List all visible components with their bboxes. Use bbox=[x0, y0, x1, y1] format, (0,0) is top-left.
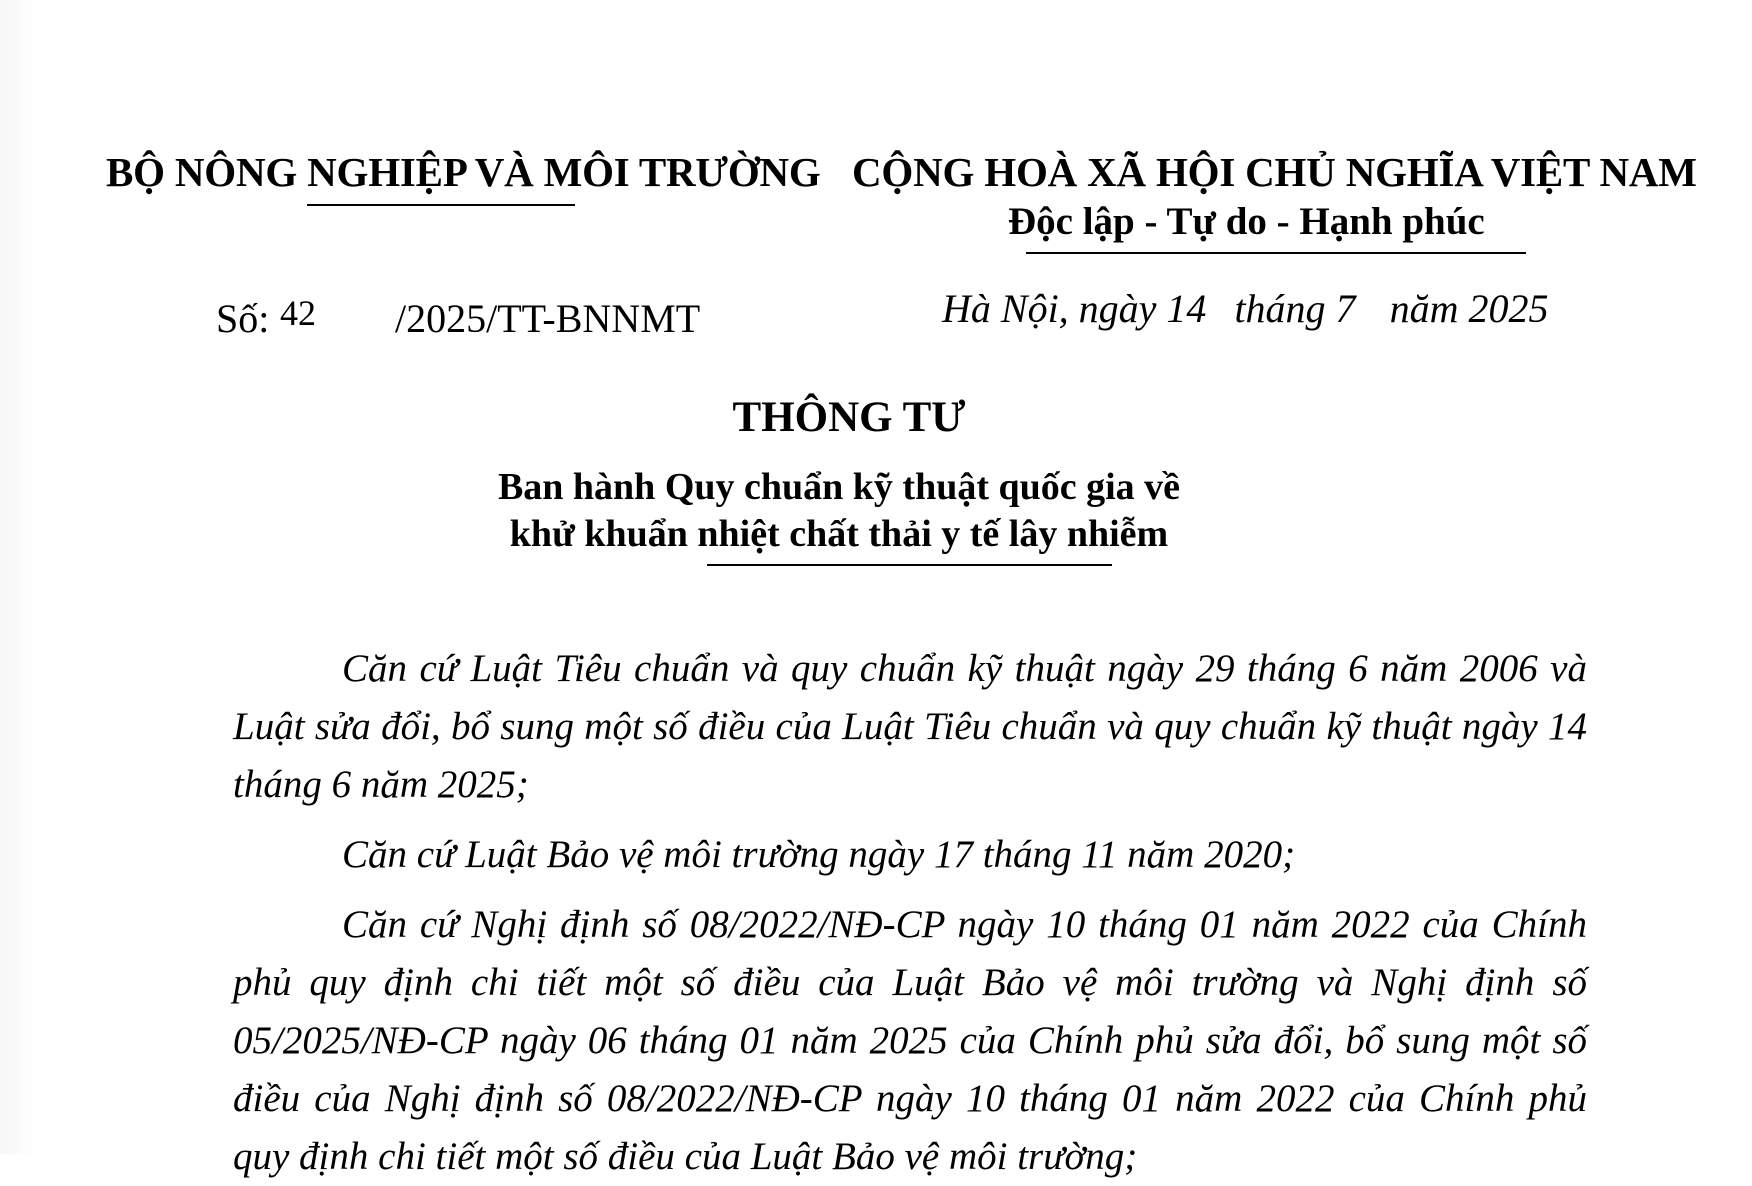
document-number-label: Số: bbox=[216, 296, 270, 341]
issue-date bbox=[942, 285, 1548, 332]
legal-basis-section bbox=[233, 640, 1587, 1186]
document-number-code: /2025/TT-BNNMT bbox=[395, 296, 701, 341]
national-motto: Độc lập - Tự do - Hạnh phúc bbox=[1008, 200, 1485, 243]
national-title: CỘNG HOÀ XÃ HỘI CHỦ NGHĨA VIỆT NAM bbox=[852, 149, 1697, 195]
page-edge-shadow bbox=[0, 0, 40, 1154]
issue-date-year: năm 2025 bbox=[1389, 286, 1549, 331]
legal-basis-paragraph: Căn cứ Luật Tiêu chuẩn và quy chuẩn kỹ thuật ngày 29 tháng 6 năm 2006 và Luật sửa đổi, bổ sung một số điều của Luật Tiêu chuẩn và quy chuẩn kỹ thuật ngày 14 tháng 6 năm 2025; bbox=[233, 647, 1587, 806]
legal-basis-paragraph: Căn cứ Nghị định số 08/2022/NĐ-CP ngày 10 tháng 01 năm 2022 của Chính phủ quy định chi tiết một số điều của Luật Bảo vệ môi trường và Nghị định số 05/2025/NĐ-CP ngày 06 tháng 01 năm 2025 của Chính phủ sửa đổi, bổ sung một số điều của Nghị định số 08/2022/NĐ-CP ngày 10 tháng 01 năm 2022 của Chính phủ quy định chi tiết một số điều của Luật Bảo vệ môi trường; bbox=[233, 903, 1587, 1178]
issue-date-place-day: Hà Nội, ngày 14 bbox=[942, 286, 1207, 331]
document-number-value: 42 bbox=[280, 293, 316, 333]
issue-date-month: tháng 7 bbox=[1234, 286, 1356, 331]
motto-underline bbox=[1026, 252, 1526, 254]
legal-basis-paragraph: Căn cứ Luật Bảo vệ môi trường ngày 17 tháng 11 năm 2020; bbox=[342, 833, 1296, 876]
issuing-ministry: BỘ NÔNG NGHIỆP VÀ MÔI TRƯỜNG bbox=[106, 149, 821, 195]
document-subtitle-line-2: khử khuẩn nhiệt chất thải y tế lây nhiễm bbox=[509, 513, 1169, 555]
document-subtitle-line-1: Ban hành Quy chuẩn kỹ thuật quốc gia về bbox=[497, 466, 1181, 508]
ministry-underline bbox=[307, 204, 575, 206]
subtitle-underline bbox=[707, 564, 1112, 566]
document-type-title: THÔNG TƯ bbox=[732, 394, 966, 441]
